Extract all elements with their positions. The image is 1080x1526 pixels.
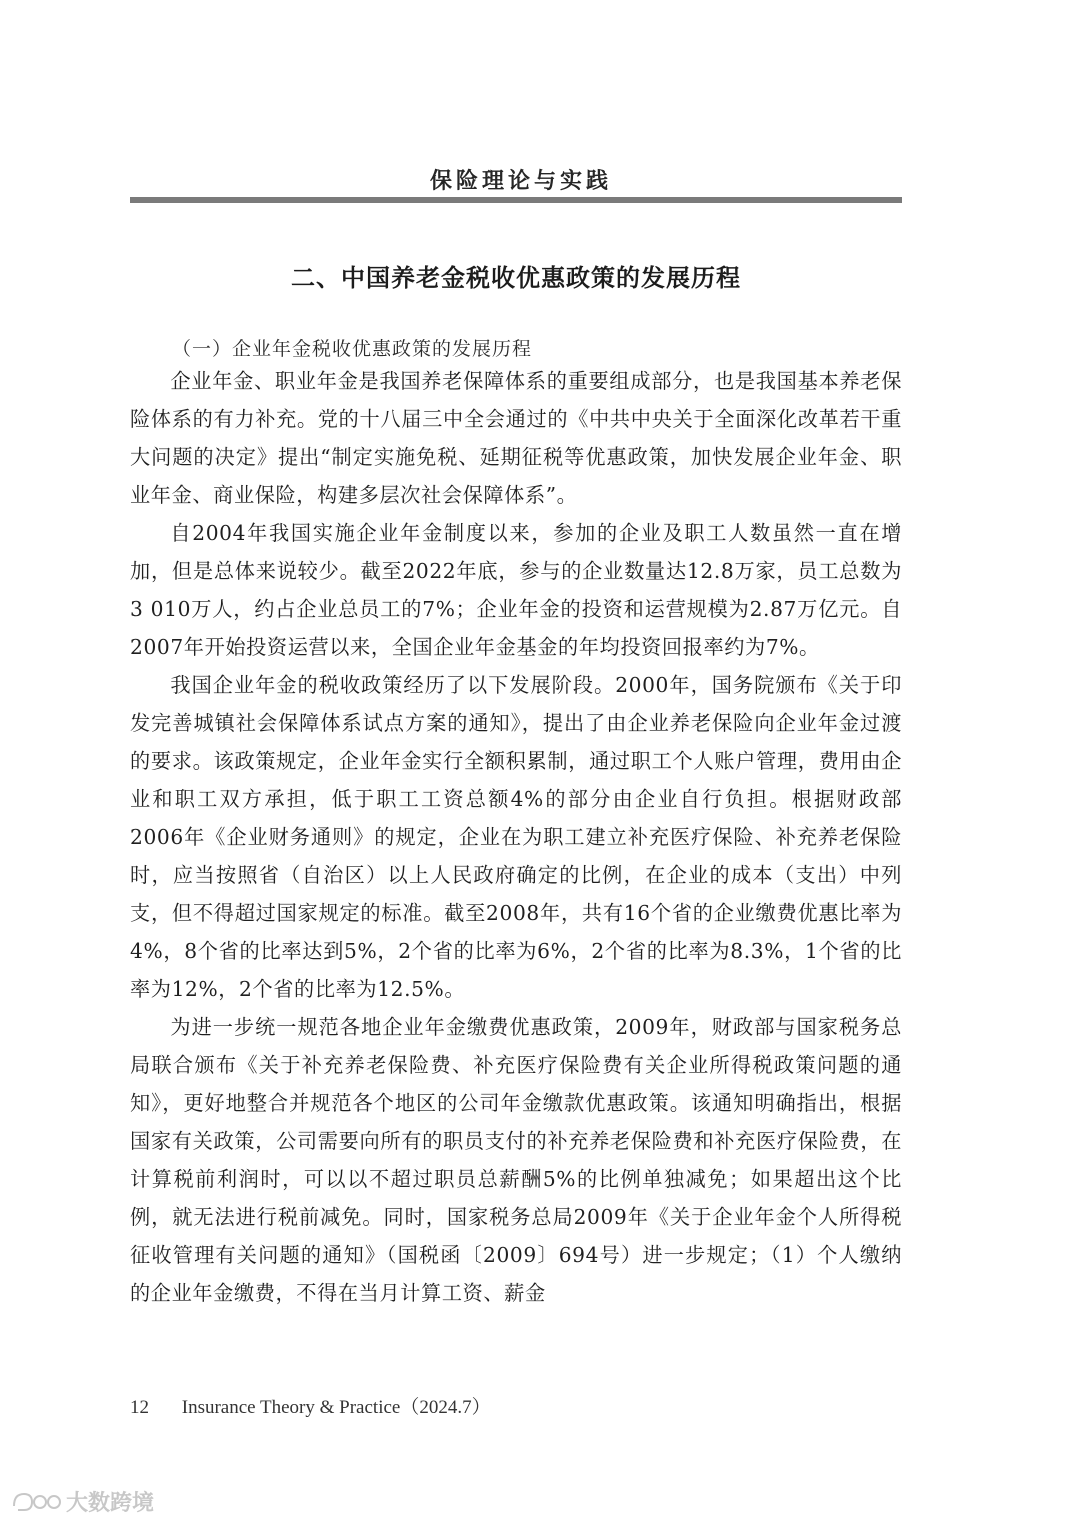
journal-section-title: 保险理论与实践: [429, 168, 612, 194]
logo-icon: [10, 1486, 160, 1516]
paragraph: 自2004年我国实施企业年金制度以来，参加的企业及职工人数虽然一直在增加，但是总体来说较少。截至2022年底，参与的企业数量达12.8万家，员工总数为3 010万人，约占企业总员工的7%；企业年金的投资和运营规模为2.87万亿元。自2007年开始投资运营以来，全国企业年金基金的年均投资回报率约为7%。: [130, 521, 902, 659]
journal-name: Insurance Theory & Practice（2024.7）: [181, 1397, 491, 1418]
body-text: [130, 362, 902, 1312]
header-rule: [130, 197, 902, 203]
paragraph: 企业年金、职业年金是我国养老保障体系的重要组成部分，也是我国基本养老保险体系的有力补充。党的十八届三中全会通过的《中共中央关于全面深化改革若干重大问题的决定》提出“制定实施免税、延期征税等优惠政策，加快发展企业年金、职业年金、商业保险，构建多层次社会保障体系”。: [130, 369, 902, 507]
watermark: [10, 1486, 160, 1516]
paragraph: 我国企业年金的税收政策经历了以下发展阶段。2000年，国务院颁布《关于印发完善城镇社会保障体系试点方案的通知》，提出了由企业养老保险向企业年金过渡的要求。该政策规定，企业年金实行全额积累制，通过职工个人账户管理，费用由企业和职工双方承担，低于职工工资总额4%的部分由企业自行负担。根据财政部2006年《企业财务通则》的规定，企业在为职工建立补充医疗保险、补充养老保险时，应当按照省（自治区）以上人民政府确定的比例，在企业的成本（支出）中列支，但不得超过国家规定的标准。截至2008年，共有16个省的企业缴费优惠比率为4%，8个省的比率达到5%，2个省的比率为6%，2个省的比率为8.3%，1个省的比率为12%，2个省的比率为12.5%。: [130, 673, 902, 1001]
watermark-text: 大数跨境: [66, 1491, 155, 1516]
sub-heading: （一）企业年金税收优惠政策的发展历程: [172, 338, 533, 360]
section-heading: 二、中国养老金税收优惠政策的发展历程: [291, 264, 741, 292]
running-header: [130, 160, 902, 206]
paragraph: 为进一步统一规范各地企业年金缴费优惠政策，2009年，财政部与国家税务总局联合颁布《关于补充养老保险费、补充医疗保险费有关企业所得税政策问题的通知》，更好地整合并规范各个地区的公司年金缴款优惠政策。该通知明确指出，根据国家有关政策，公司需要向所有的职员支付的补充养老保险费和补充医疗保险费，在计算税前利润时，可以以不超过职员总薪酬5%的比例单独减免；如果超出这个比例，就无法进行税前减免。同时，国家税务总局2009年《关于企业年金个人所得税征收管理有关问题的通知》（国税函〔2009〕694号）进一步规定；（1）个人缴纳的企业年金缴费，不得在当月计算工资、薪金: [130, 1015, 902, 1305]
page-footer: [130, 1392, 491, 1419]
page-number: 12: [130, 1397, 149, 1418]
